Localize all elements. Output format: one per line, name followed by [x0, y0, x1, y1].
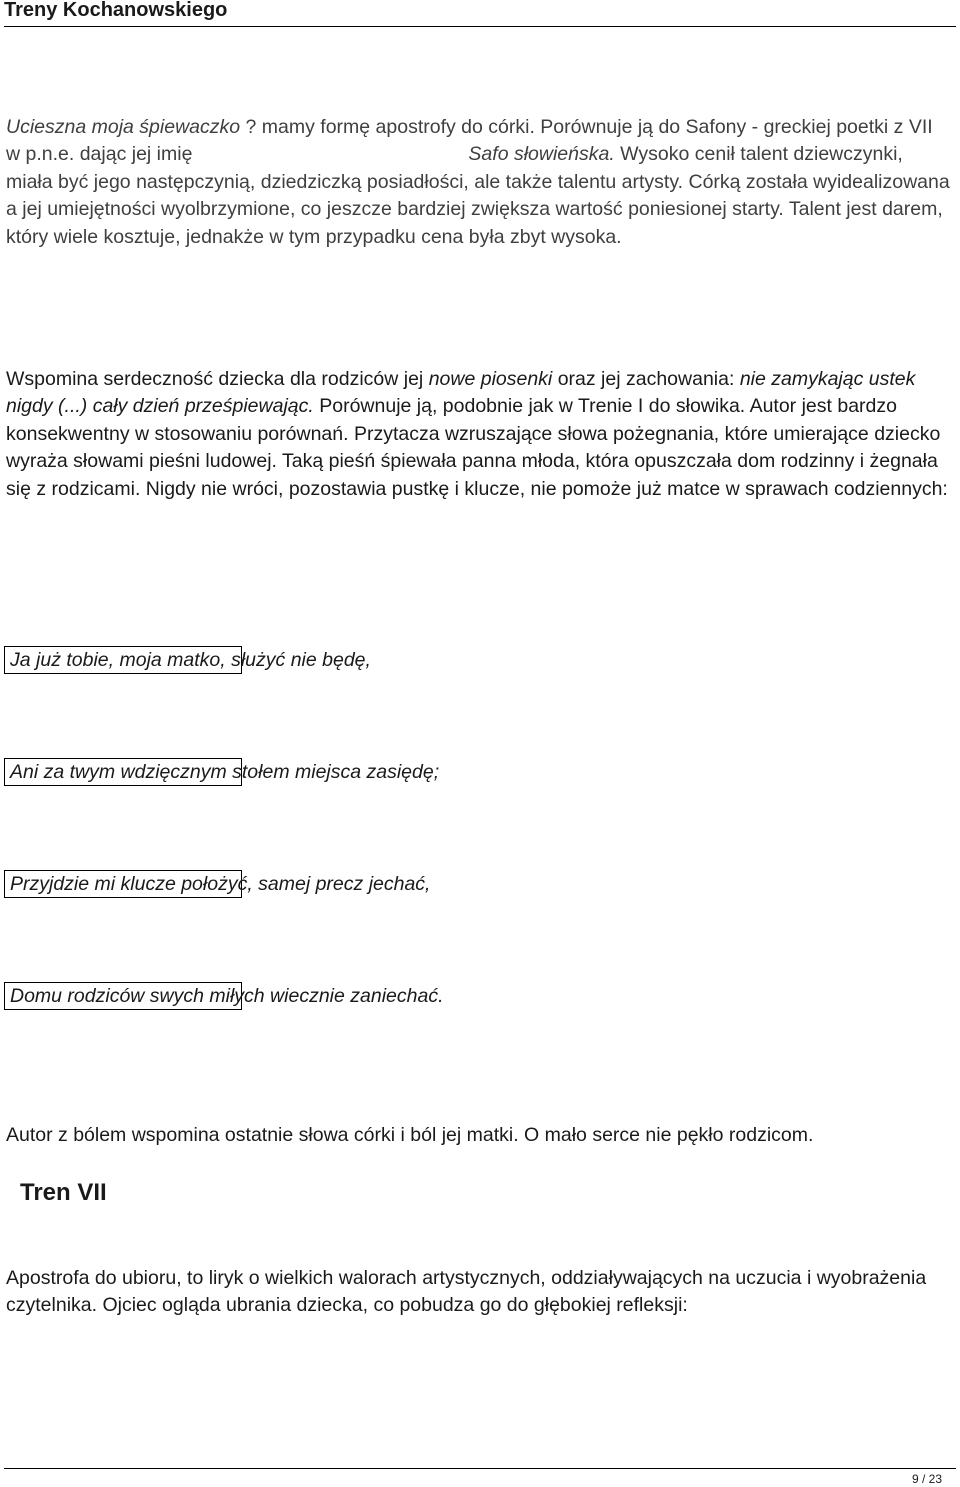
verse-line: Ani za twym wdzięcznym stołem miejsca zasiędę;: [10, 761, 440, 783]
document-title: Treny Kochanowskiego: [4, 0, 228, 21]
section-heading: Tren VII: [20, 1179, 107, 1206]
paragraph-tren-vii: Apostrofa do ubioru, to liryk o wielkich walorach artystycznych, oddziaływających na uczucia i wyobrażenia czytelnika. Ojciec ogląda ubrania dziecka, co pobudza go do głębokiej refleksji:: [6, 1267, 927, 1317]
quote-text: nie zamykając ustek nigdy (...) cały dzień prześpiewając.: [6, 368, 916, 418]
verse-line: Domu rodziców swych miłych wiecznie zaniechać.: [10, 985, 444, 1007]
verse-line: Ja już tobie, moja matko, służyć nie będę,: [10, 649, 371, 671]
quote-text: Safo słowieńska.: [468, 143, 615, 166]
paragraph-farewell: Autor z bólem wspomina ostatnie słowa córki i ból jej matki. O mało serce nie pękło rodzicom.: [6, 1124, 814, 1146]
quote-text: nowe piosenki: [428, 368, 553, 390]
body-text: Wysoko cenił talent dziewczynki, miała być jego następczynią, dziedziczką posiadłości, ale także talentu artysty. Córką została wyidealizowana a jej umiejętności wyolbrzymione, co jeszcze bardziej zwiększa wartość poniesionej starty. Talent jest darem, który wiele kosztuje, jednakże w tym przypadku cena była zbyt wysoka.: [6, 143, 950, 248]
verse-line: Przyjdzie mi klucze położyć, samej precz jechać,: [10, 873, 431, 895]
header-divider: [4, 26, 956, 27]
quote-text: Ucieszna moja śpiewaczko: [6, 116, 241, 138]
body-text: Porównuje ją, podobnie jak w Trenie I do słowika. Autor jest bardzo konsekwentny w stosowaniu porównań. Przytacza wzruszające słowa pożegnania, które umierające dziecko wyraża słowami pieśni ludowej. Taką pieśń śpiewała panna młoda, która opuszczała dom rodzinny i żegnała się z rodzicami. Nigdy nie wróci, pozostawia pustkę i klucze, nie pomoże już matce w sprawach codziennych:: [6, 395, 948, 500]
page-number: 9 / 23: [911, 1472, 942, 1486]
body-text: Wspomina serdeczność dziecka dla rodziców jej: [6, 368, 429, 390]
footer-divider: [4, 1468, 956, 1469]
body-text: oraz jej zachowania:: [552, 368, 740, 390]
paragraph-safo: [6, 114, 950, 251]
paragraph-song: [6, 366, 950, 503]
body-text: ? mamy formę apostrofy do córki. Porównuje ją do Safony - greckiej poetki z VII w p.n.e. dając jej imię: [6, 116, 933, 166]
